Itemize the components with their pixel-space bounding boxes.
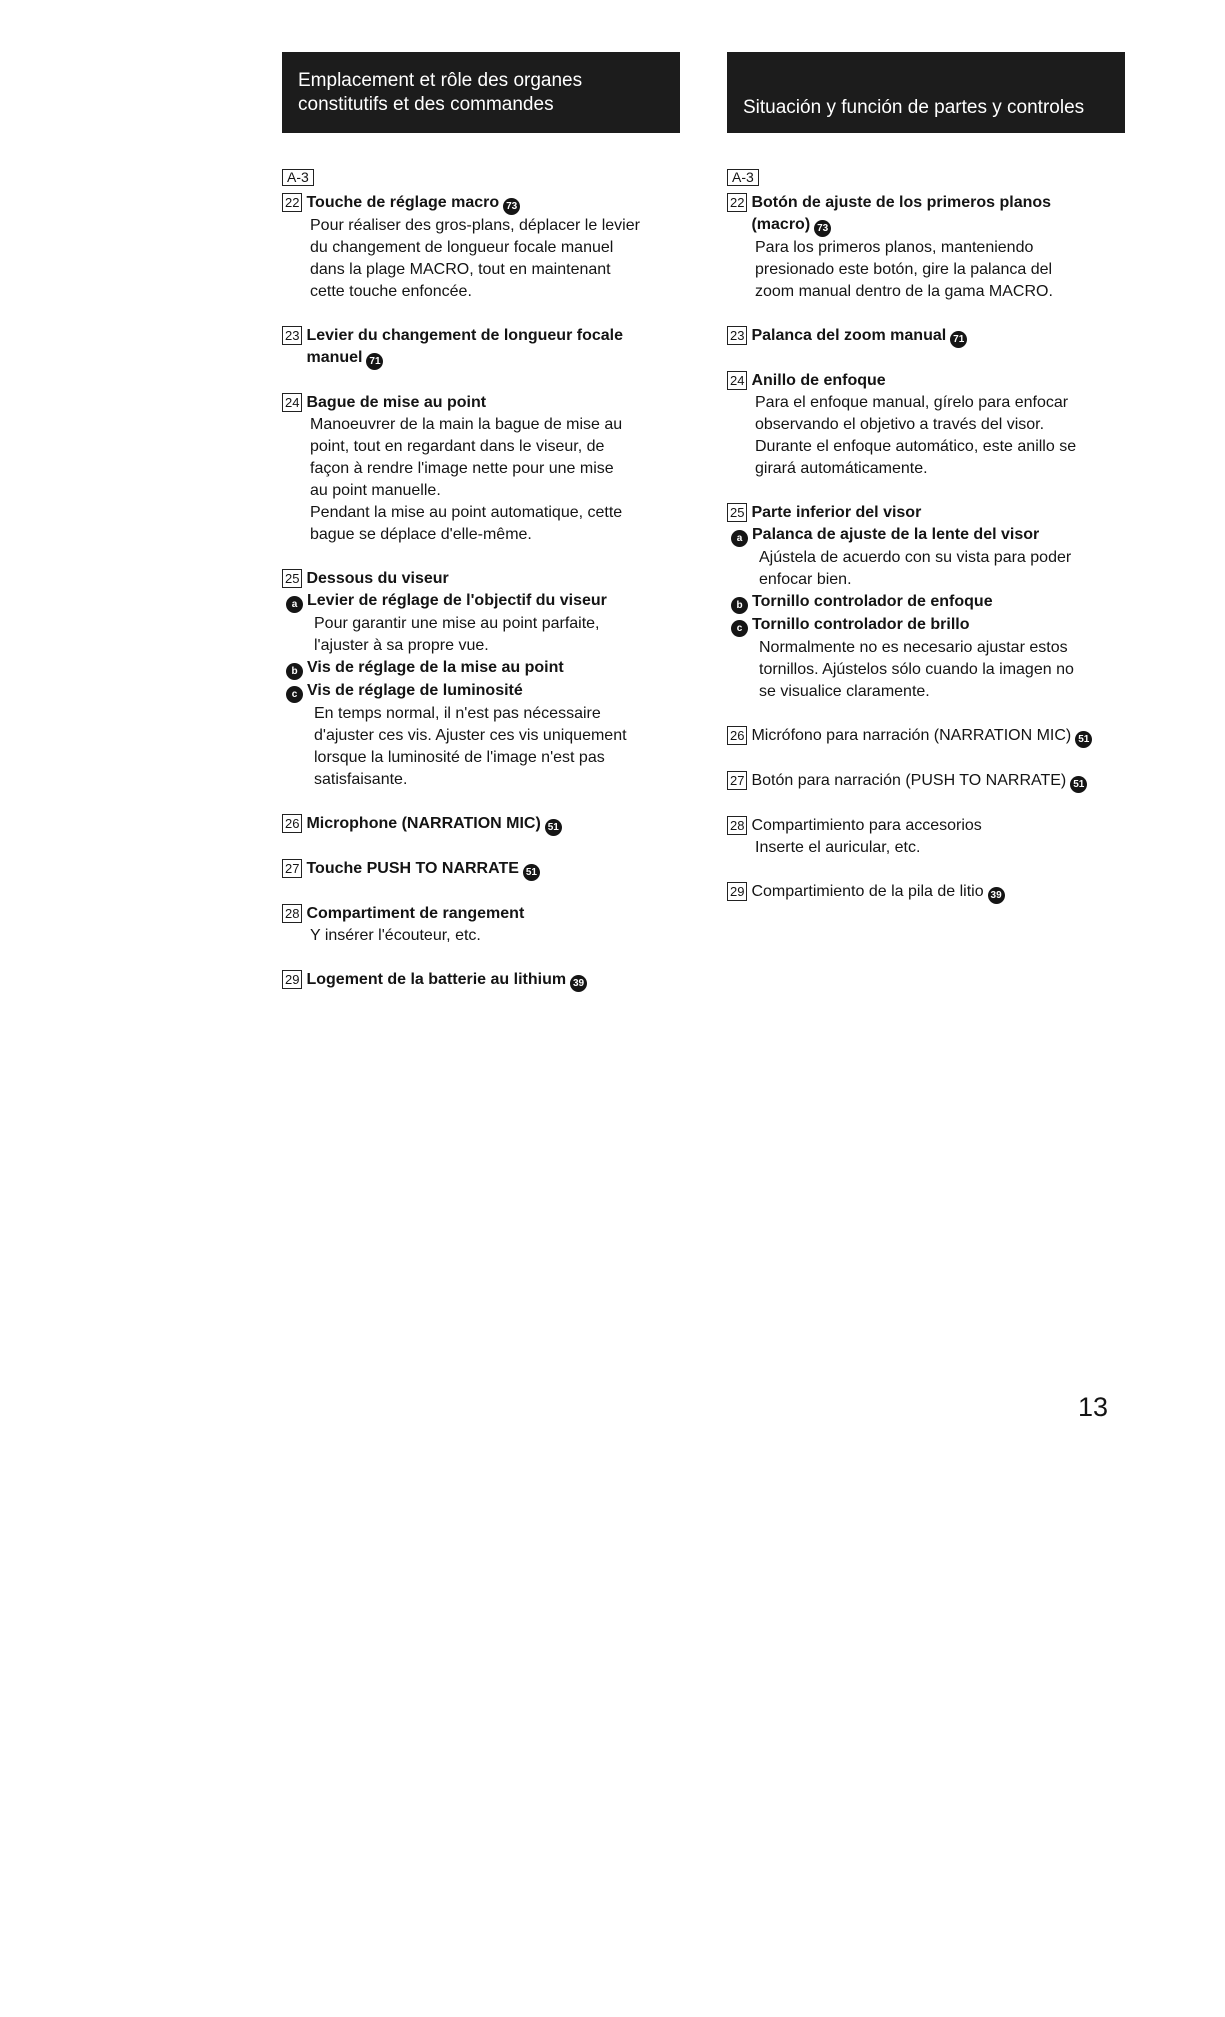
- desc-line: Y insérer l'écouteur, etc.: [310, 927, 481, 944]
- section-ref-box: A-3: [727, 169, 759, 186]
- desc-line: Manoeuvrer de la main la bague de mise au: [310, 416, 623, 433]
- sub-item-title: Tornillo controlador de enfoque: [752, 593, 993, 610]
- desc-line: façon à rendre l'image nette pour une mise: [310, 460, 614, 477]
- entry-title: Levier du changement de longueur focale: [306, 327, 623, 344]
- reference-badge-icon: 73: [503, 198, 520, 215]
- entry-27: [282, 858, 680, 881]
- desc-line: point, tout en regardant dans le viseur, de: [310, 438, 605, 455]
- item-number: 25: [727, 503, 747, 522]
- desc-line: enfocar bien.: [759, 571, 852, 588]
- sub-item-c-icon: c: [731, 620, 748, 637]
- entry-title: Parte inferior del visor: [751, 504, 922, 521]
- desc-line: se visualice claramente.: [759, 683, 930, 700]
- entry-25: [282, 568, 680, 791]
- entry-title: Compartimiento de la pila de litio: [751, 883, 984, 900]
- desc-line: Pendant la mise au point automatique, cette: [310, 504, 623, 521]
- item-number: 29: [282, 970, 302, 989]
- desc-line: d'ajuster ces vis. Ajuster ces vis uniquement: [314, 727, 627, 744]
- desc-line: Durante el enfoque automático, este anillo se: [755, 438, 1077, 455]
- banner-line: Emplacement et rôle des organes: [298, 69, 583, 91]
- sub-item-title: Palanca de ajuste de la lente del visor: [752, 526, 1040, 543]
- entry-title: Anillo de enfoque: [751, 372, 886, 389]
- item-number: 22: [727, 193, 747, 212]
- entry-28: [282, 903, 680, 947]
- entry-22: [727, 192, 1125, 303]
- entry-title: Compartimiento para accesorios: [751, 817, 982, 834]
- reference-badge-icon: 51: [545, 819, 562, 836]
- desc-line: Para los primeros planos, manteniendo: [755, 239, 1034, 256]
- entry-22: [282, 192, 680, 303]
- entry-title: Palanca del zoom manual: [751, 327, 947, 344]
- entry-title: Logement de la batterie au lithium: [306, 971, 567, 988]
- sub-item-b-icon: b: [286, 663, 303, 680]
- desc-line: Pour réaliser des gros-plans, déplacer le levier: [310, 217, 640, 234]
- entry-title: Botón para narración (PUSH TO NARRATE): [751, 772, 1067, 789]
- entry-29: [727, 881, 1125, 904]
- item-number: 27: [282, 859, 302, 878]
- desc-line: Para el enfoque manual, gírelo para enfocar: [755, 394, 1069, 411]
- item-number: 25: [282, 569, 302, 588]
- desc-line: satisfaisante.: [314, 771, 408, 788]
- entry-27: [727, 770, 1125, 793]
- reference-badge-icon: 73: [814, 220, 831, 237]
- sub-item-title: Tornillo controlador de brillo: [752, 616, 970, 633]
- desc-line: En temps normal, il n'est pas nécessaire: [314, 705, 601, 722]
- banner-line: constitutifs et des commandes: [298, 93, 554, 115]
- reference-badge-icon: 39: [988, 887, 1005, 904]
- entry-29: [282, 969, 680, 992]
- entry-title: (macro): [751, 216, 811, 233]
- spanish-column: [727, 52, 1125, 926]
- item-number: 23: [727, 326, 747, 345]
- desc-line: zoom manual dentro de la gama MACRO.: [755, 283, 1053, 300]
- entry-title: Touche PUSH TO NARRATE: [306, 860, 519, 877]
- entry-23: [727, 325, 1125, 348]
- reference-badge-icon: 51: [1070, 776, 1087, 793]
- desc-line: presionado este botón, gire la palanca del: [755, 261, 1053, 278]
- sub-item-c-icon: c: [286, 686, 303, 703]
- reference-badge-icon: 71: [366, 353, 383, 370]
- reference-badge-icon: 51: [523, 864, 540, 881]
- item-number: 28: [282, 904, 302, 923]
- sub-item-title: Vis de réglage de la mise au point: [307, 659, 564, 676]
- sub-item-a-icon: a: [286, 596, 303, 613]
- desc-line: au point manuelle.: [310, 482, 441, 499]
- entry-title: Touche de réglage macro: [306, 194, 500, 211]
- reference-badge-icon: 71: [950, 331, 967, 348]
- entry-26: [282, 813, 680, 836]
- french-column: [282, 52, 680, 1014]
- desc-line: girará automáticamente.: [755, 460, 928, 477]
- item-number: 26: [282, 814, 302, 833]
- desc-line: dans la plage MACRO, tout en maintenant: [310, 261, 611, 278]
- item-number: 24: [282, 393, 302, 412]
- entry-title: Microphone (NARRATION MIC): [306, 815, 541, 832]
- desc-line: tornillos. Ajústelos sólo cuando la imagen no: [759, 661, 1074, 678]
- banner-line: Situación y función de partes y controles: [743, 97, 1085, 118]
- reference-badge-icon: 51: [1075, 731, 1092, 748]
- entry-title: manuel: [306, 349, 363, 366]
- desc-line: Inserte el auricular, etc.: [755, 839, 921, 856]
- entry-26: [727, 725, 1125, 748]
- sub-item-title: Vis de réglage de luminosité: [307, 682, 523, 699]
- desc-line: Normalmente no es necesario ajustar estos: [759, 639, 1068, 656]
- desc-line: observando el objetivo a través del visor.: [755, 416, 1045, 433]
- entry-24: [282, 392, 680, 546]
- entry-title: Compartiment de rangement: [306, 905, 525, 922]
- desc-line: l'ajuster à sa propre vue.: [314, 637, 489, 654]
- item-number: 28: [727, 816, 747, 835]
- item-number: 22: [282, 193, 302, 212]
- item-number: 24: [727, 371, 747, 390]
- desc-line: bague se déplace d'elle-même.: [310, 526, 532, 543]
- item-number: 23: [282, 326, 302, 345]
- entry-24: [727, 370, 1125, 480]
- sub-item-a-icon: a: [731, 530, 748, 547]
- desc-line: cette touche enfoncée.: [310, 283, 472, 300]
- desc-line: du changement de longueur focale manuel: [310, 239, 614, 256]
- sub-item-b-icon: b: [731, 597, 748, 614]
- section-ref-box: A-3: [282, 169, 314, 186]
- item-number: 27: [727, 771, 747, 790]
- desc-line: Ajústela de acuerdo con su vista para poder: [759, 549, 1072, 566]
- page-number: 13: [1078, 1392, 1109, 1422]
- entry-23: [282, 325, 680, 370]
- desc-line: Pour garantir une mise au point parfaite,: [314, 615, 600, 632]
- entry-25: [727, 502, 1125, 703]
- sub-item-title: Levier de réglage de l'objectif du viseur: [307, 592, 607, 609]
- reference-badge-icon: 39: [570, 975, 587, 992]
- item-number: 26: [727, 726, 747, 745]
- entry-title: Micrófono para narración (NARRATION MIC): [751, 727, 1072, 744]
- entry-title: Dessous du viseur: [306, 570, 449, 587]
- item-number: 29: [727, 882, 747, 901]
- entry-title: Bague de mise au point: [306, 394, 487, 411]
- spanish-section-banner: [727, 52, 1125, 133]
- entry-title: Botón de ajuste de los primeros planos: [751, 194, 1052, 211]
- entry-28: [727, 815, 1125, 859]
- french-section-banner: [282, 52, 680, 133]
- desc-line: lorsque la luminosité de l'image n'est pas: [314, 749, 605, 766]
